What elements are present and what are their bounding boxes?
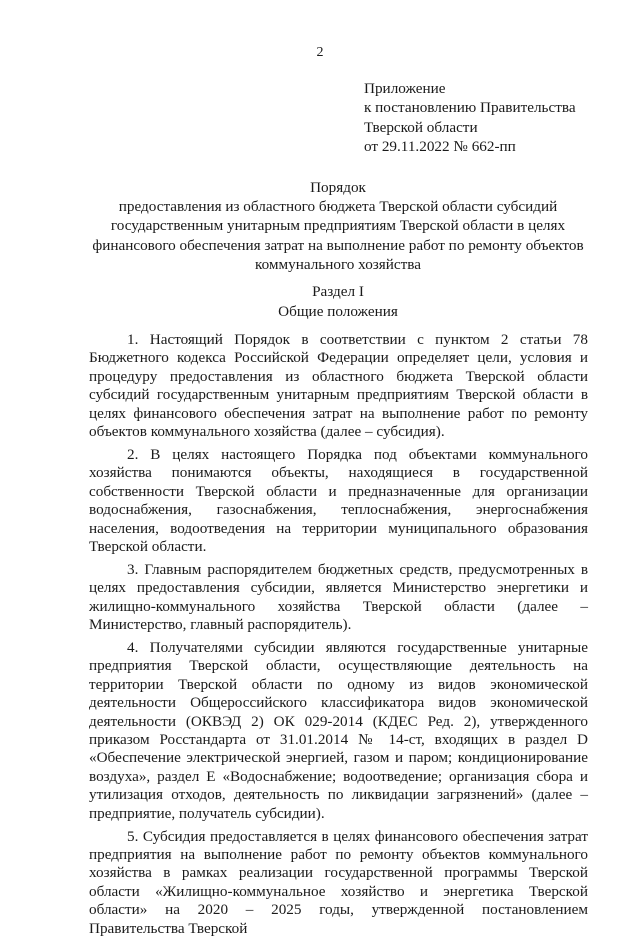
- appendix-line: от 29.11.2022 № 662-пп: [364, 138, 516, 156]
- appendix-line: к постановлению Правительства: [364, 99, 576, 117]
- paragraph: 3. Главным распорядителем бюджетных средств, предусмотренных в целях предоставления субсидии, является Министерство энергетики и жилищно-коммунального хозяйства Тверской области (далее – Министерство, главный распорядитель).: [89, 560, 588, 634]
- page-number: 2: [316, 45, 324, 60]
- section-number: Раздел I: [312, 283, 364, 300]
- paragraph: 1. Настоящий Порядок в соответствии с пунктом 2 статьи 78 Бюджетного кодекса Российской Федерации определяет цели, условия и процедуру предоставления из областного бюджета Тверской области субсидий государственным унитарным предприятиям Тверской области в целях финансового обеспечения затрат на выполнение работ по ремонту объектов коммунального хозяйства (далее – субсидия).: [89, 331, 588, 441]
- document-title-block: [88, 178, 588, 274]
- document-subtitle: предоставления из областного бюджета Тверской области субсидий государственным унитарным предприятиям Тверской области в целях финансового обеспечения затрат на выполнение работ по ремонту объектов коммунального хозяйства: [92, 198, 584, 273]
- section-heading: [88, 282, 588, 322]
- appendix-line: Тверской области: [364, 118, 478, 136]
- paragraph: 2. В целях настоящего Порядка под объектами коммунального хозяйства понимаются объекты, находящиеся в государственной собственности Тверской области и предназначенные для организации водоснабжения, газоснабжения, теплоснабжения, энергоснабжения населения, водоотведения на территории муниципального образования Тверской области.: [89, 445, 588, 555]
- section-name: Общие положения: [278, 303, 398, 320]
- appendix-line: Приложение: [364, 80, 446, 97]
- paragraph: 4. Получателями субсидии являются государственные унитарные предприятия Тверской области, осуществляющие деятельность на территории Тверской области по одному из видов экономической деятельности Общероссийского классификатора видов экономической деятельности (ОКВЭД 2) ОК 029-2014 (КДЕС Ред. 2), утвержденного приказом Росстандарта от 31.01.2014 № 14-ст, входящих в раздел D «Обеспечение электрической энергией, газом и паром; кондиционирование воздуха», раздел E «Водоснабжение; водоотведение; организация сбора и утилизация отходов, деятельность по ликвидации загрязнений» (далее – предприятие, получатель субсидии).: [89, 639, 588, 822]
- body-text: [89, 331, 588, 938]
- paragraph: 5. Субсидия предоставляется в целях финансового обеспечения затрат предприятия на выполнение работ по ремонту объектов коммунального хозяйства в рамках реализации государственной программы Тверской области «Жилищно-коммунальное хозяйство и энергетика Тверской области» на 2020 – 2025 годы, утвержденной постановлением Правительства Тверской: [89, 827, 588, 937]
- document-title: Порядок: [310, 179, 366, 196]
- appendix-block: [364, 79, 626, 157]
